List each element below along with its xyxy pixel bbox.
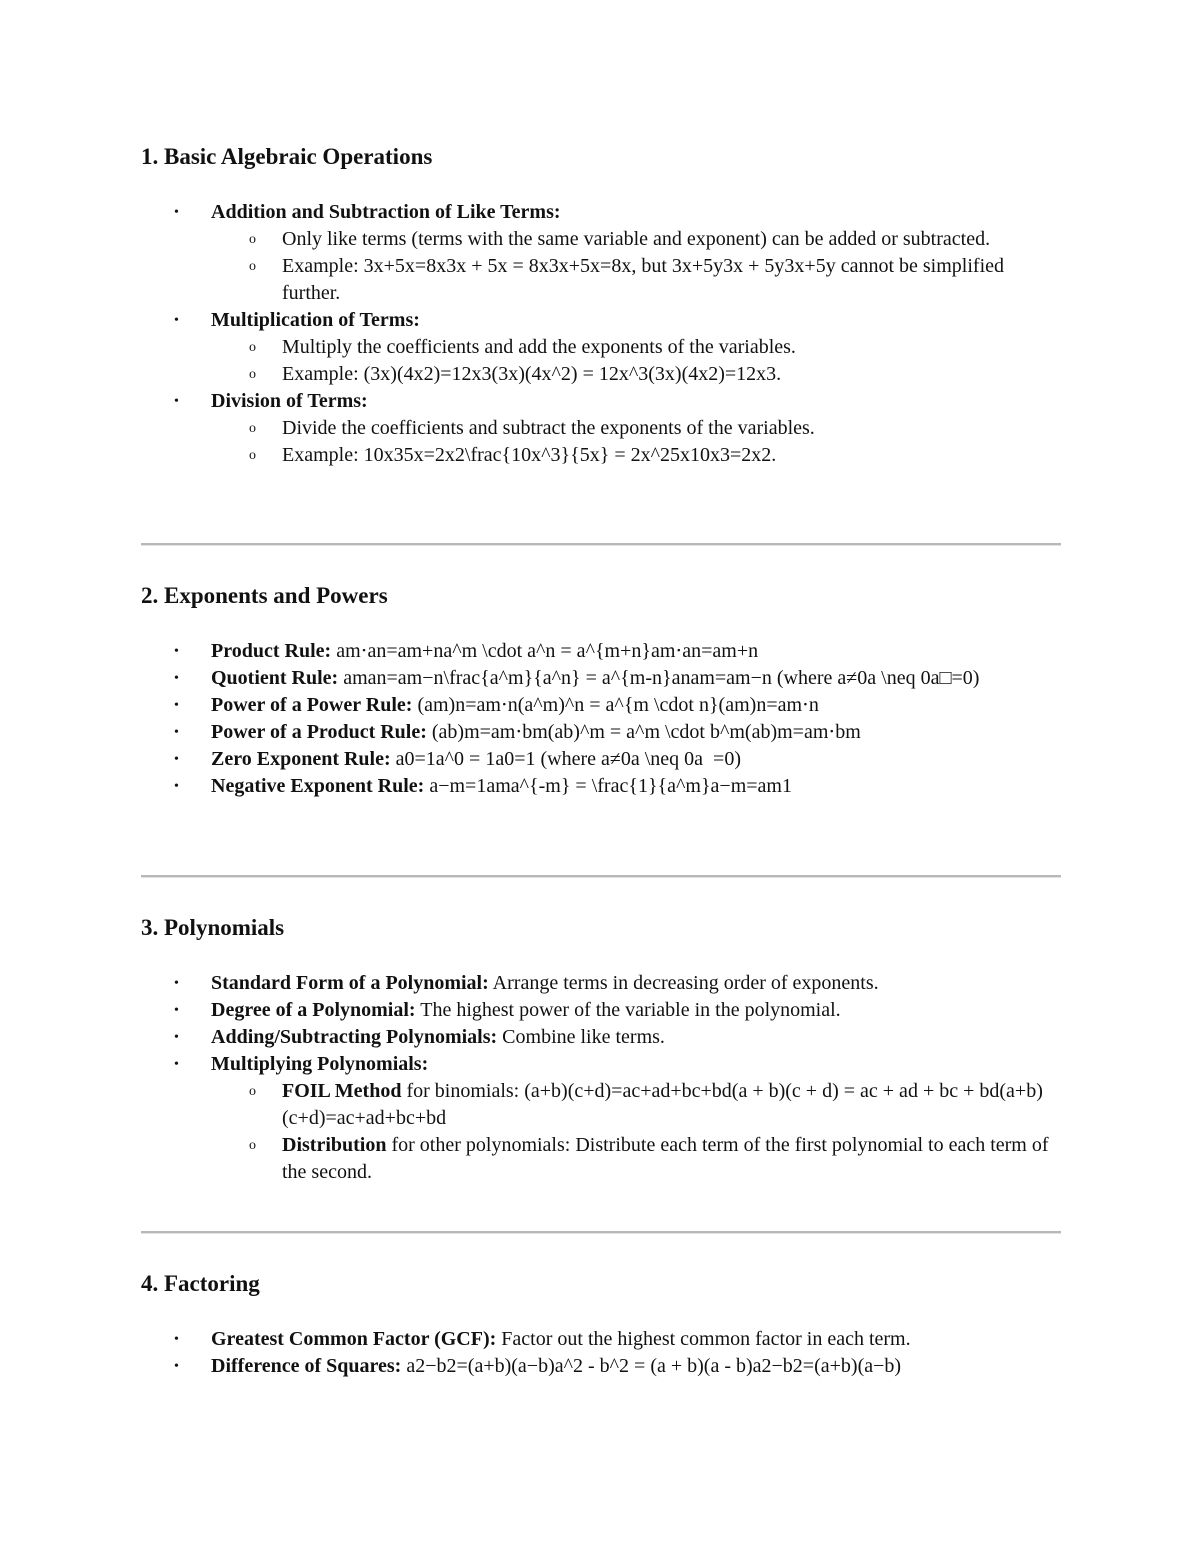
item-text: (ab)m=am⋅bm(ab)^m = a^m \cdot b^m(ab)m=am⋅bm bbox=[426, 721, 861, 743]
list-item bbox=[141, 388, 1061, 469]
bullet-icon: • bbox=[174, 1359, 179, 1374]
item-label: Division of Terms: bbox=[211, 390, 368, 412]
sub-list bbox=[211, 334, 1061, 388]
circle-bullet-icon: o bbox=[249, 421, 256, 436]
list-item bbox=[141, 665, 1061, 692]
list-item bbox=[141, 719, 1061, 746]
bullet-icon: • bbox=[174, 1003, 179, 1018]
sub-item-text: Example: 10x35x=2x2\frac{10x^3}{5x} = 2x^25x10x3=2x2. bbox=[282, 444, 777, 466]
bullet-icon: • bbox=[174, 671, 179, 686]
bullet-icon: • bbox=[174, 698, 179, 713]
item-label: Multiplying Polynomials: bbox=[211, 1053, 429, 1075]
circle-bullet-icon: o bbox=[249, 232, 256, 247]
item-text: (am)n=am⋅n(a^m)^n = a^{m \cdot n}(am)n=am⋅n bbox=[412, 694, 819, 716]
item-text: am⋅an=am+na^m \cdot a^n = a^{m+n}am⋅an=am+n bbox=[331, 640, 759, 662]
bullet-icon: • bbox=[174, 976, 179, 991]
sub-list bbox=[211, 415, 1061, 469]
item-text: aman=am−n\frac{a^m}{a^n} = a^{m-n}anam=am−n (where a≠0a \neq 0a□=0) bbox=[338, 667, 980, 689]
section-exponents-and-powers bbox=[141, 582, 1061, 800]
bullet-icon: • bbox=[174, 313, 179, 328]
circle-bullet-icon: o bbox=[249, 1138, 256, 1153]
list-item bbox=[141, 199, 1061, 307]
item-label: Standard Form of a Polynomial: bbox=[211, 972, 489, 994]
bullet-icon: • bbox=[174, 644, 179, 659]
section-heading: 2. Exponents and Powers bbox=[141, 583, 388, 608]
bullet-list bbox=[141, 970, 1061, 1186]
item-label: Addition and Subtraction of Like Terms: bbox=[211, 201, 561, 223]
bullet-icon: • bbox=[174, 1057, 179, 1072]
item-text: Combine like terms. bbox=[497, 1026, 665, 1048]
item-text: Factor out the highest common factor in each term. bbox=[496, 1328, 911, 1350]
item-text: Arrange terms in decreasing order of exponents. bbox=[488, 972, 879, 994]
bullet-icon: • bbox=[174, 1332, 179, 1347]
list-item bbox=[141, 746, 1061, 773]
bullet-icon: • bbox=[174, 779, 179, 794]
item-label: Power of a Product Rule: bbox=[211, 721, 427, 743]
horizontal-rule bbox=[141, 1231, 1061, 1234]
bullet-icon: • bbox=[174, 752, 179, 767]
sub-list-item bbox=[211, 442, 1061, 469]
list-item bbox=[141, 692, 1061, 719]
bullet-list bbox=[141, 199, 1061, 469]
section-factoring bbox=[141, 1270, 1061, 1380]
sub-item-label: Distribution bbox=[282, 1134, 387, 1156]
list-item bbox=[141, 997, 1061, 1024]
bullet-icon: • bbox=[174, 394, 179, 409]
sub-list-item bbox=[211, 253, 1061, 307]
bullet-list bbox=[141, 638, 1061, 800]
sub-list bbox=[211, 226, 1061, 307]
sub-list bbox=[211, 1078, 1061, 1186]
list-item bbox=[141, 307, 1061, 388]
list-item bbox=[141, 1024, 1061, 1051]
item-label: Degree of a Polynomial: bbox=[211, 999, 416, 1021]
sub-item-text: Multiply the coefficients and add the exponents of the variables. bbox=[282, 336, 796, 358]
section-basic-algebraic-operations bbox=[141, 143, 1061, 469]
sub-list-item bbox=[211, 415, 1061, 442]
list-item bbox=[141, 1326, 1061, 1353]
item-text: The highest power of the variable in the polynomial. bbox=[415, 999, 841, 1021]
section-heading: 1. Basic Algebraic Operations bbox=[141, 144, 433, 169]
sub-item-text: Only like terms (terms with the same variable and exponent) can be added or subtracted. bbox=[282, 228, 991, 250]
item-label: Quotient Rule: bbox=[211, 667, 339, 689]
sub-item-text: for binomials: (a+b)(c+d)=ac+ad+bc+bd(a + b)(c + d) = ac + ad + bc + bd(a+b)(c+d)=ac+ad+bc+bd bbox=[282, 1080, 1043, 1129]
item-label: Greatest Common Factor (GCF): bbox=[211, 1328, 497, 1350]
list-item bbox=[141, 638, 1061, 665]
sub-list-item bbox=[211, 361, 1061, 388]
item-text: a2−b2=(a+b)(a−b)a^2 - b^2 = (a + b)(a - b)a2−b2=(a+b)(a−b) bbox=[401, 1355, 902, 1377]
sub-item-text: Example: 3x+5x=8x3x + 5x = 8x3x+5x=8x, but 3x+5y3x + 5y3x+5y cannot be simplified further. bbox=[282, 255, 1005, 304]
item-label: Zero Exponent Rule: bbox=[211, 748, 391, 770]
sub-item-label: FOIL Method bbox=[282, 1080, 402, 1102]
bullet-icon: • bbox=[174, 1030, 179, 1045]
horizontal-rule bbox=[141, 875, 1061, 878]
horizontal-rule bbox=[141, 543, 1061, 546]
item-label: Negative Exponent Rule: bbox=[211, 775, 425, 797]
item-label: Difference of Squares: bbox=[211, 1355, 402, 1377]
circle-bullet-icon: o bbox=[249, 340, 256, 355]
circle-bullet-icon: o bbox=[249, 448, 256, 463]
list-item bbox=[141, 1353, 1061, 1380]
sub-list-item bbox=[211, 334, 1061, 361]
sub-list-item bbox=[211, 1132, 1061, 1186]
sub-item-text: Example: (3x)(4x2)=12x3(3x)(4x^2) = 12x^3(3x)(4x2)=12x3. bbox=[282, 363, 782, 385]
circle-bullet-icon: o bbox=[249, 367, 256, 382]
item-label: Power of a Power Rule: bbox=[211, 694, 413, 716]
item-text: a0=1a^0 = 1a0=1 (where a≠0a \neq 0a =0) bbox=[390, 748, 741, 770]
item-text: a−m=1ama^{-m} = \frac{1}{a^m}a−m=am1 bbox=[424, 775, 792, 797]
list-item bbox=[141, 970, 1061, 997]
item-label: Adding/Subtracting Polynomials: bbox=[211, 1026, 498, 1048]
section-polynomials bbox=[141, 914, 1061, 1186]
list-item bbox=[141, 1051, 1061, 1186]
sub-item-text: for other polynomials: Distribute each term of the first polynomial to each term of the second. bbox=[282, 1134, 1049, 1183]
item-label: Product Rule: bbox=[211, 640, 332, 662]
sub-list-item bbox=[211, 1078, 1061, 1132]
section-heading: 4. Factoring bbox=[141, 1271, 260, 1296]
sub-item-text: Divide the coefficients and subtract the exponents of the variables. bbox=[282, 417, 815, 439]
section-heading: 3. Polynomials bbox=[141, 915, 285, 940]
circle-bullet-icon: o bbox=[249, 259, 256, 274]
bullet-icon: • bbox=[174, 725, 179, 740]
item-label: Multiplication of Terms: bbox=[211, 309, 420, 331]
circle-bullet-icon: o bbox=[249, 1084, 256, 1099]
bullet-icon: • bbox=[174, 205, 179, 220]
bullet-list bbox=[141, 1326, 1061, 1380]
sub-list-item bbox=[211, 226, 1061, 253]
list-item bbox=[141, 773, 1061, 800]
